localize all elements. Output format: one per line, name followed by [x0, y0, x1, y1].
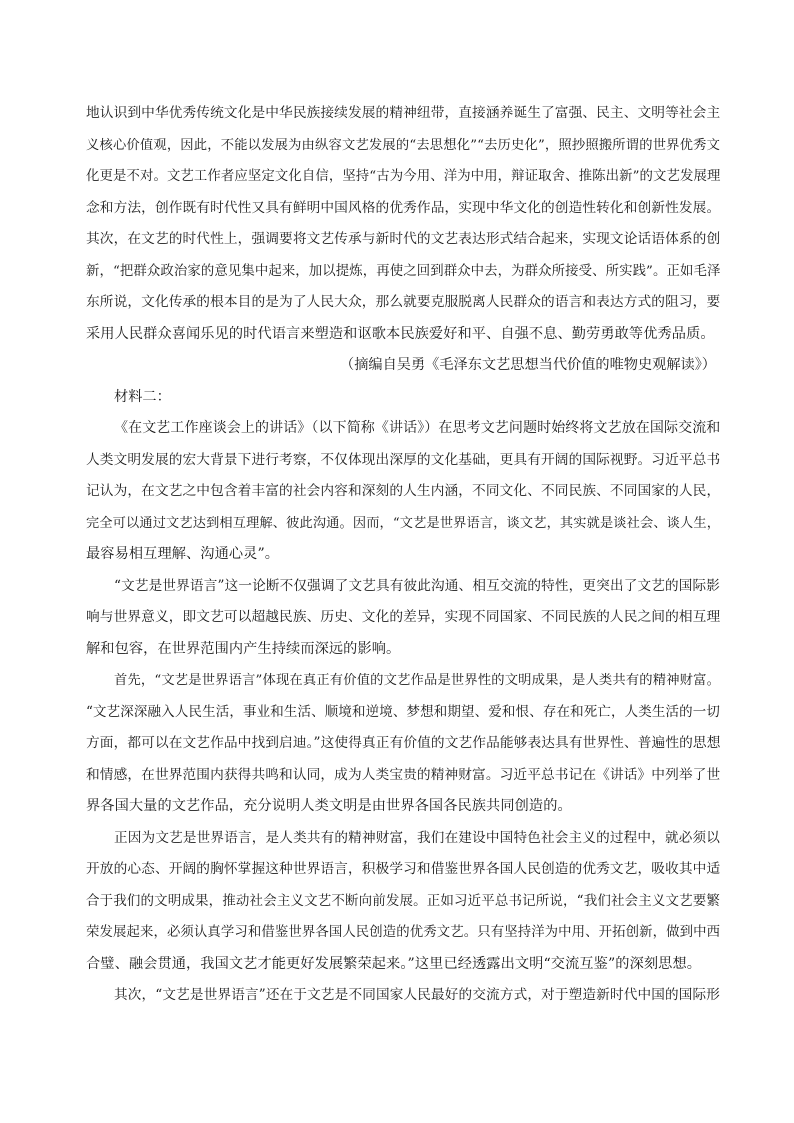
material-two-label: 材料二：: [114, 388, 171, 405]
text-line: 义核心价值观，因此，不能以发展为由纵容文艺发展的“去思想化”“去历史化”，照抄照搬所谓的世界优秀文: [86, 137, 720, 153]
source-citation: （摘编自吴勇《毛泽东文艺思想当代价值的唯物史观解读》）: [340, 357, 716, 373]
text-line: 人类文明发展的宏大背景下进行考察，不仅体现出深厚的文化基础，更具有开阔的国际视野。习近平总书: [86, 451, 721, 468]
paragraph: [86, 571, 720, 666]
text-line: “文艺是世界语言”这一论断不仅强调了文艺具有彼此沟通、相互交流的特性，更突出了文艺的国际影: [114, 577, 720, 594]
text-line: 地认识到中华优秀传统文化是中华民族接续发展的精神纽带，直接涵养诞生了富强、民主、文明等社会主: [86, 105, 721, 121]
paragraph: [86, 823, 720, 981]
text-line: 其次，在文艺的时代性上，强调要将文艺传承与新时代的文艺表达形式结合起来，实现文论话语体系的创: [86, 231, 721, 247]
text-line: 最容易相互理解、沟通心灵”。: [86, 546, 280, 562]
paragraph: [86, 980, 720, 1012]
text-line: 解和包容，在世界范围内产生持续而深远的影响。: [86, 640, 401, 657]
text-line: 《在文艺工作座谈会上的讲话》（以下简称《讲话》）在思考文艺问题时始终将文艺放在国际交流和: [114, 420, 721, 436]
text-line: 完全可以通过文艺达到相互理解、彼此沟通。因而，“文艺是世界语言，谈文艺，其实就是谈社会、谈人生，: [86, 515, 720, 531]
text-line: 和情感，在世界范围内获得共鸣和认同，成为人类宝贵的精神财富。习近平总书记在《讲话》中列举了世: [86, 766, 721, 783]
paragraph: [86, 413, 720, 571]
text-line: 首先，“文艺是世界语言”体现在真正有价值的文艺作品是世界性的文明成果，是人类共有的精神财富。: [114, 673, 720, 688]
text-line: 开放的心态、开阔的胸怀掌握这种世界语言，积极学习和借鉴世界各国人民创造的优秀文艺，吸收其中适: [86, 861, 721, 877]
text-line: 化更是不对。文艺工作者应坚定文化自信，坚持“古为今用、洋为中用，辩证取舍、推陈出新”的文艺发展理: [86, 169, 721, 184]
text-line: 采用人民群众喜闻乐见的时代语言来塑造和讴歌本民族爱好和平、自强不息、勤劳勇敢等优秀品质。: [86, 325, 715, 342]
text-line: “文艺深深融入人民生活，事业和生活、顺境和逆境、梦想和期望、爱和恨、存在和死亡，人类生活的一切: [86, 703, 720, 720]
text-line: 荣发展起来，必须认真学习和借鉴世界各国人民创造的优秀文艺。只有坚持洋为中用、开拓创新，做到中西: [86, 925, 721, 940]
text-line: 新，“把群众政治家的意见集中起来，加以提炼，再使之回到群众中去，为群众所接受、所实践”。正如毛泽: [86, 263, 721, 279]
text-line: 东所说，文化传承的根本目的是为了人民大众，那么就要克服脱离人民群众的语言和表达方式的阻习，要: [86, 294, 721, 310]
text-line: 记认为，在文艺之中包含着丰富的社会内容和深刻的人生内涵，不同文化、不同民族、不同国家的人民，: [86, 483, 721, 499]
document-page: [86, 98, 720, 1012]
paragraph-material-one-end: [86, 98, 720, 350]
paragraph: [86, 665, 720, 823]
text-line: 方面，都可以在文艺作品中找到启迪。”这使得真正有价值的文艺作品能够表达具有世界性、普遍性的思想: [86, 735, 721, 751]
text-line: 合于我们的文明成果，推动社会主义文艺不断向前发展。正如习近平总书记所说，“我们社会主义文艺要繁: [86, 892, 720, 909]
text-line: 合璧、融会贯通，我国文艺才能更好发展繁荣起来。”这里已经透露出文明“交流互鉴”的深刻思想。: [86, 955, 702, 972]
text-line: 界各国大量的文艺作品，充分说明人类文明是由世界各国各民族共同创造的。: [86, 798, 572, 814]
text-line: 念和方法，创作既有时代性又具有鲜明中国风格的优秀作品，实现中华文化的创造性转化和创新性发展。: [86, 199, 721, 216]
text-line: 其次，“文艺是世界语言”还在于文艺是不同国家人民最好的交流方式，对于塑造新时代中国的国际形: [114, 987, 720, 1003]
text-line: 响与世界意义，即文艺可以超越民族、历史、文化的差异，实现不同国家、不同民族的人民之间的相互理: [86, 609, 721, 625]
text-line: 正因为文艺是世界语言，是人类共有的精神财富，我们在建设中国特色社会主义的过程中，就必须以: [114, 829, 720, 846]
